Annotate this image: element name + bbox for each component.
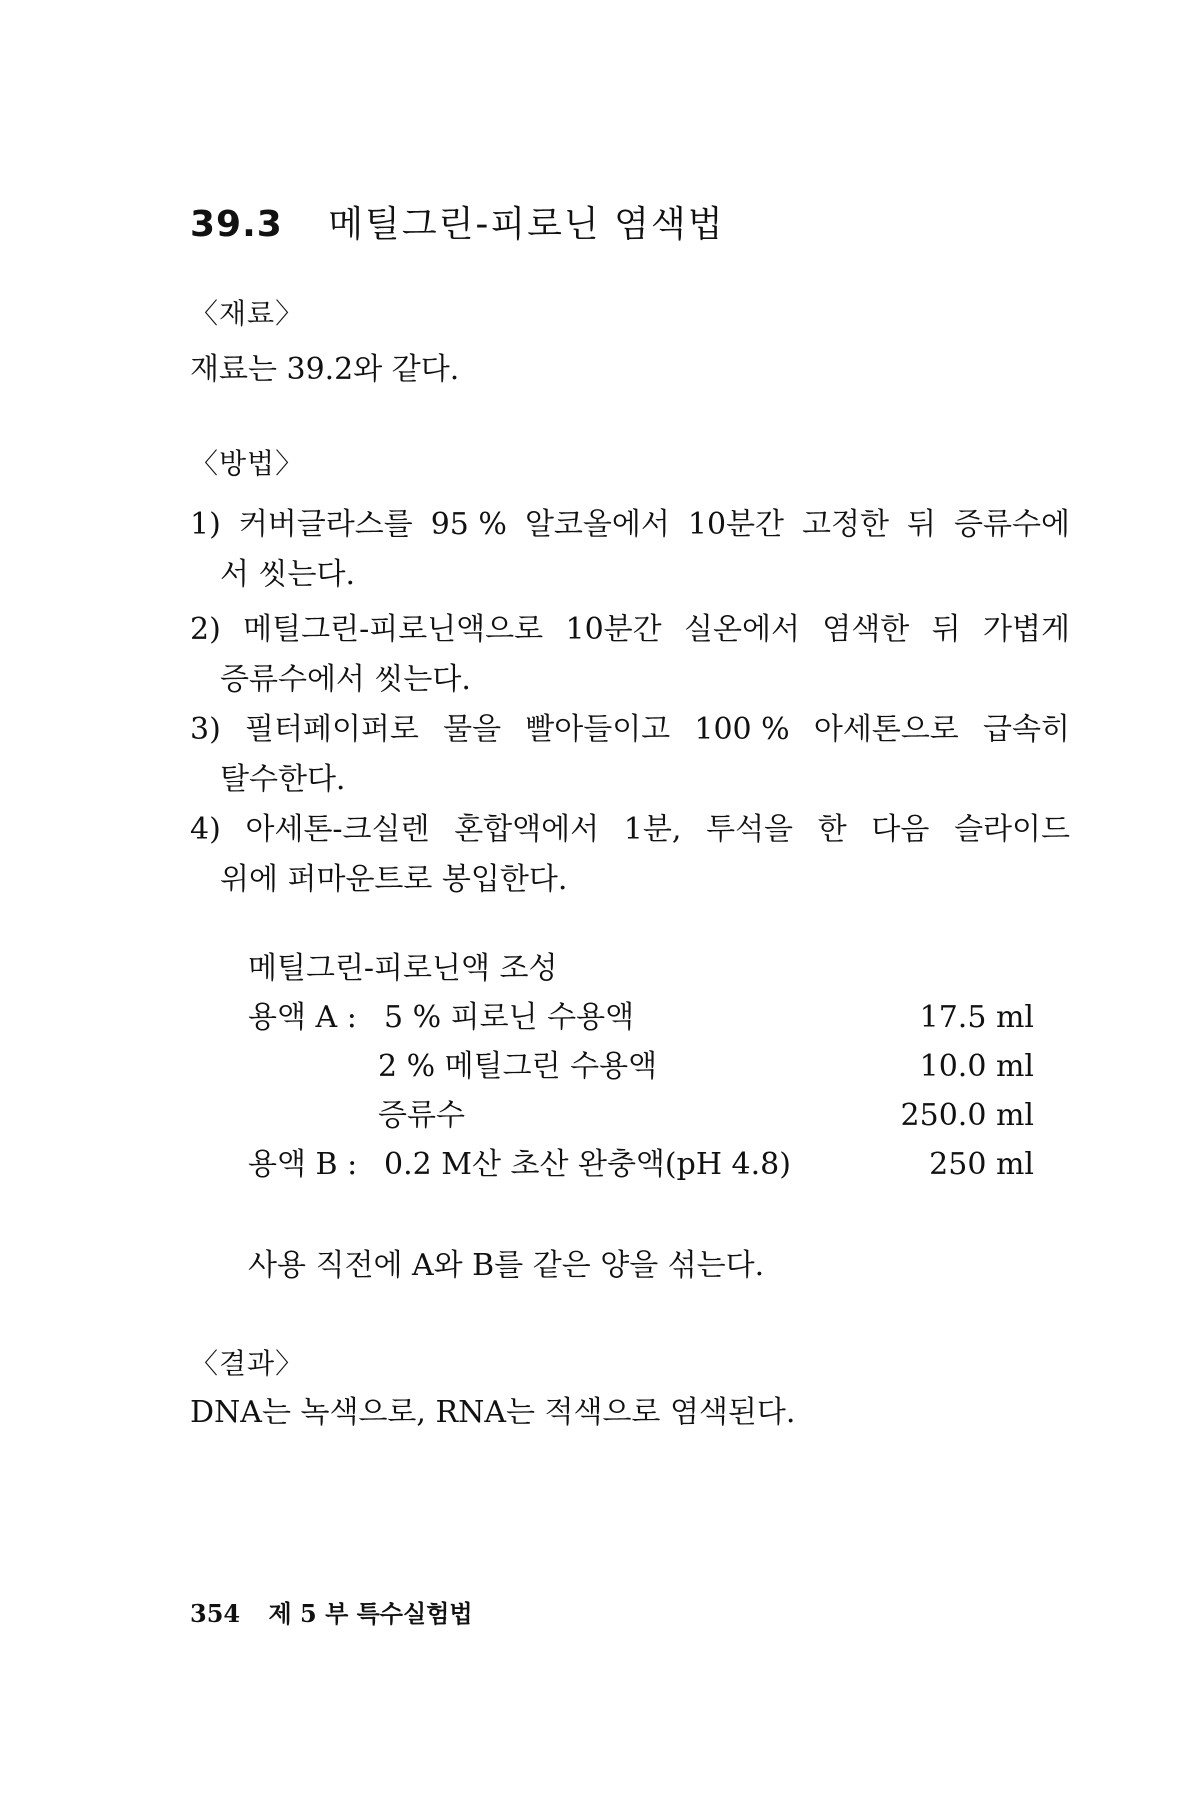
reagent-item: 2 % 메틸그린 수용액: [378, 1049, 658, 1084]
step-continuation: 탈수한다.: [220, 762, 346, 797]
method-step: [190, 805, 1070, 905]
materials-heading: 〈재료〉: [190, 297, 305, 330]
part-title: 제 5 부 특수실험법: [268, 1599, 473, 1628]
reagent-amount: 250 ml: [929, 1147, 1034, 1182]
page-footer: [190, 1594, 473, 1629]
page-number: 354: [190, 1599, 241, 1628]
composition-row: [248, 1140, 1034, 1189]
composition-title: 메틸그린-피로닌액 조성: [248, 951, 558, 986]
section-title: 메틸그린-피로닌 염색법: [328, 204, 725, 245]
step-word: 혼합액에서: [454, 812, 600, 847]
step-word: 아세톤으로: [813, 712, 959, 747]
step-word: 뒤: [931, 612, 961, 647]
step-word: 1분,: [623, 812, 682, 847]
reagent-amount: 250.0 ml: [900, 1098, 1034, 1133]
step-word: 10분간: [565, 612, 662, 647]
step-word: 커버글라스를: [238, 507, 413, 542]
step-word: 뒤: [907, 507, 936, 542]
composition-table: [248, 993, 1034, 1189]
reagent-item: 증류수: [378, 1098, 465, 1133]
method-step: [190, 500, 1070, 600]
step-word: 95 %: [430, 507, 507, 542]
reagent-item: 5 % 피로닌 수용액: [384, 1000, 635, 1035]
step-word: 염색한: [822, 612, 910, 647]
step-first-line: [190, 500, 1070, 550]
step-word: 10분간: [687, 507, 785, 542]
step-first-line: [190, 705, 1070, 755]
section-heading: [190, 196, 724, 247]
method-step: [190, 605, 1070, 705]
composition-row: [248, 1042, 1034, 1091]
step-first-line: [190, 805, 1070, 855]
solution-label: 용액 A :: [248, 1000, 357, 1035]
step-word: 투석을: [706, 812, 794, 847]
reagent-amount: 10.0 ml: [919, 1049, 1034, 1084]
composition-row: [248, 993, 1034, 1042]
step-number: 3): [190, 712, 221, 747]
section-number: 39.3: [190, 204, 283, 245]
reagent-amount: 17.5 ml: [919, 1000, 1034, 1035]
step-word: 고정한: [802, 507, 889, 542]
step-number: 4): [190, 812, 221, 847]
step-word: 다음: [871, 812, 930, 847]
step-number: 2): [190, 612, 221, 647]
step-continuation: 위에 퍼마운트로 봉입한다.: [220, 862, 568, 897]
result-text: DNA는 녹색으로, RNA는 적색으로 염색된다.: [190, 1395, 796, 1430]
step-word: 가볍게: [982, 612, 1070, 647]
step-continuation: 서 씻는다.: [220, 557, 355, 592]
solution-label: 용액 B :: [248, 1147, 358, 1182]
method-heading: 〈방법〉: [190, 447, 305, 480]
materials-text: 재료는 39.2와 같다.: [190, 352, 460, 387]
method-step: [190, 705, 1070, 805]
reagent-item: 0.2 M산 초산 완충액(pH 4.8): [384, 1147, 791, 1182]
step-word: 급속히: [983, 712, 1070, 747]
step-word: 아세톤-크실렌: [245, 812, 430, 847]
step-word: 알코올에서: [524, 507, 670, 542]
step-first-line: [190, 605, 1070, 655]
step-word: 슬라이드: [954, 812, 1070, 847]
step-word: 한: [817, 812, 847, 847]
step-word: 실온에서: [684, 612, 800, 647]
result-heading: 〈결과〉: [190, 1347, 305, 1380]
step-continuation: 증류수에서 씻는다.: [220, 662, 471, 697]
step-word: 물을: [443, 712, 502, 747]
step-word: 필터페이퍼로: [245, 712, 419, 747]
composition-block: [248, 944, 1034, 1189]
step-word: 메틸그린-피로닌액으로: [243, 612, 544, 647]
step-number: 1): [190, 507, 221, 542]
step-word: 증류수에: [954, 507, 1070, 542]
composition-row: [248, 1091, 1034, 1140]
step-word: 100 %: [694, 712, 790, 747]
composition-note: 사용 직전에 A와 B를 같은 양을 섞는다.: [248, 1248, 765, 1283]
step-word: 빨아들이고: [525, 712, 671, 747]
